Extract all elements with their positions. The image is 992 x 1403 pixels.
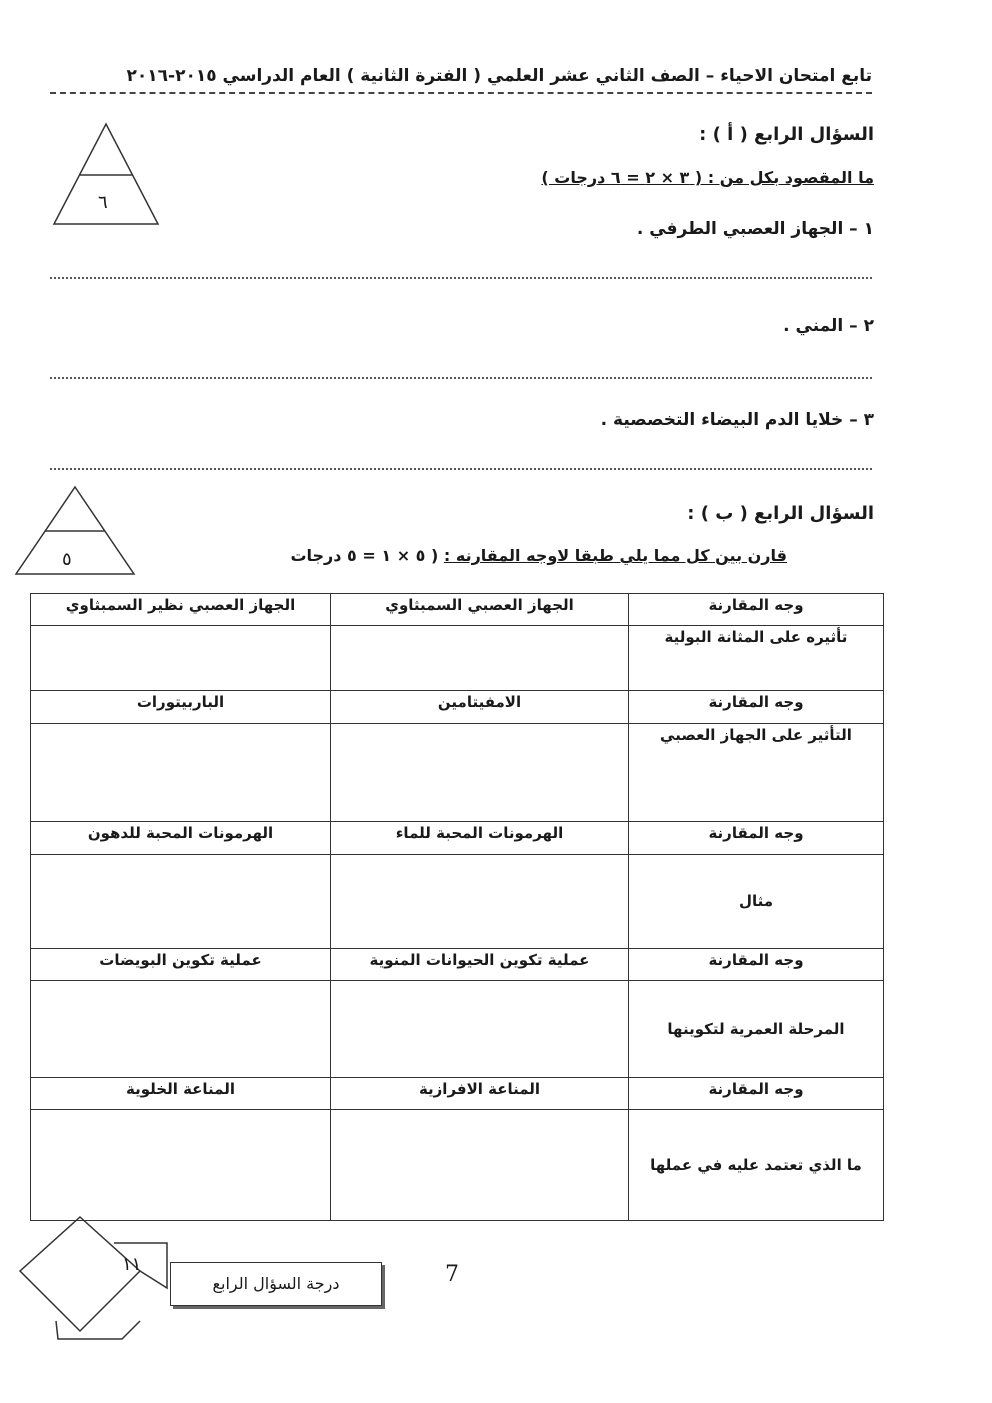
answer-cell[interactable] <box>331 1109 629 1220</box>
answer-line-1[interactable] <box>50 277 872 279</box>
row-label-cell: التأثير على الجهاز العصبي <box>629 723 884 821</box>
table-row <box>31 1109 884 1220</box>
row-label-cell: المرحلة العمرية لتكوينها <box>629 981 884 1077</box>
column-header-cell: المناعة الافرازية <box>331 1077 629 1109</box>
table-row <box>31 981 884 1077</box>
answer-cell[interactable] <box>331 723 629 821</box>
row-label-cell: مثال <box>629 854 884 948</box>
row-label-cell: ما الذي تعتمد عليه في عملها <box>629 1109 884 1220</box>
table-row <box>31 723 884 821</box>
answer-cell[interactable] <box>31 626 331 691</box>
aspect-header-cell: وجه المقارنة <box>629 594 884 626</box>
definition-item-3: ٣ – خلايا الدم البيضاء التخصصية . <box>600 410 874 430</box>
total-grade-diamond <box>12 1213 172 1343</box>
answer-cell[interactable] <box>31 1109 331 1220</box>
instruction-4b-score: ( ٥ × ١ = ٥ درجات <box>290 546 439 565</box>
grade-triangle-4a <box>50 120 162 230</box>
aspect-header-cell: وجه المقارنة <box>629 948 884 980</box>
aspect-header-cell: وجه المقارنة <box>629 691 884 723</box>
table-row <box>31 626 884 691</box>
definition-item-2: ٢ – المني . <box>783 316 874 336</box>
exam-header: تابع امتحان الاحياء – الصف الثاني عشر العلمي ( الفترة الثانية ) العام الدراسي ٢٠١٥-٢٠١٦ <box>50 66 872 94</box>
instruction-4a-text: ما المقصود بكل من : ( ٣ × ٢ = ٦ درجات ) <box>541 168 874 187</box>
row-label-cell: تأثيره على المثانة البولية <box>629 626 884 691</box>
question-4a-title: السؤال الرابع ( أ ) : <box>699 124 874 145</box>
column-header-cell: الجهاز العصبي نظير السمبثاوي <box>31 594 331 626</box>
column-header-cell: الهرمونات المحبة للماء <box>331 822 629 854</box>
table-row <box>31 854 884 948</box>
table-row <box>31 822 884 854</box>
answer-line-2[interactable] <box>50 377 872 379</box>
instruction-4b-main: قارن بين كل مما يلي طبقا لاوجه المقارنه : <box>443 546 787 565</box>
column-header-cell: عملية تكوين الحيوانات المنوية <box>331 948 629 980</box>
column-header-cell: المناعة الخلوية <box>31 1077 331 1109</box>
table-row <box>31 594 884 626</box>
table-row <box>31 948 884 980</box>
total-grade-value: ١١ <box>122 1254 142 1275</box>
table-row <box>31 691 884 723</box>
answer-line-3[interactable] <box>50 468 872 470</box>
aspect-header-cell: وجه المقارنة <box>629 1077 884 1109</box>
column-header-cell: عملية تكوين البويضات <box>31 948 331 980</box>
answer-cell[interactable] <box>331 626 629 691</box>
comparison-table <box>30 593 884 1221</box>
table-row <box>31 1077 884 1109</box>
grade-value-4a: ٦ <box>98 192 108 213</box>
question-4b-title: السؤال الرابع ( ب ) : <box>687 503 874 524</box>
question-4-grade-label: درجة السؤال الرابع <box>170 1262 382 1306</box>
column-header-cell: الباربيتورات <box>31 691 331 723</box>
question-4b-instruction <box>290 546 787 565</box>
column-header-cell: الهرمونات المحبة للدهون <box>31 822 331 854</box>
column-header-cell: الجهاز العصبي السمبثاوي <box>331 594 629 626</box>
page-number: 7 <box>445 1262 459 1287</box>
answer-cell[interactable] <box>331 854 629 948</box>
definition-item-1: ١ – الجهاز العصبي الطرفي . <box>636 219 874 239</box>
aspect-header-cell: وجه المقارنة <box>629 822 884 854</box>
answer-cell[interactable] <box>31 981 331 1077</box>
answer-cell[interactable] <box>31 854 331 948</box>
answer-cell[interactable] <box>31 723 331 821</box>
column-header-cell: الامفيتامين <box>331 691 629 723</box>
answer-cell[interactable] <box>331 981 629 1077</box>
grade-value-4b: ٥ <box>62 549 72 570</box>
grade-triangle-4b <box>12 484 138 578</box>
question-4a-instruction <box>541 168 874 187</box>
